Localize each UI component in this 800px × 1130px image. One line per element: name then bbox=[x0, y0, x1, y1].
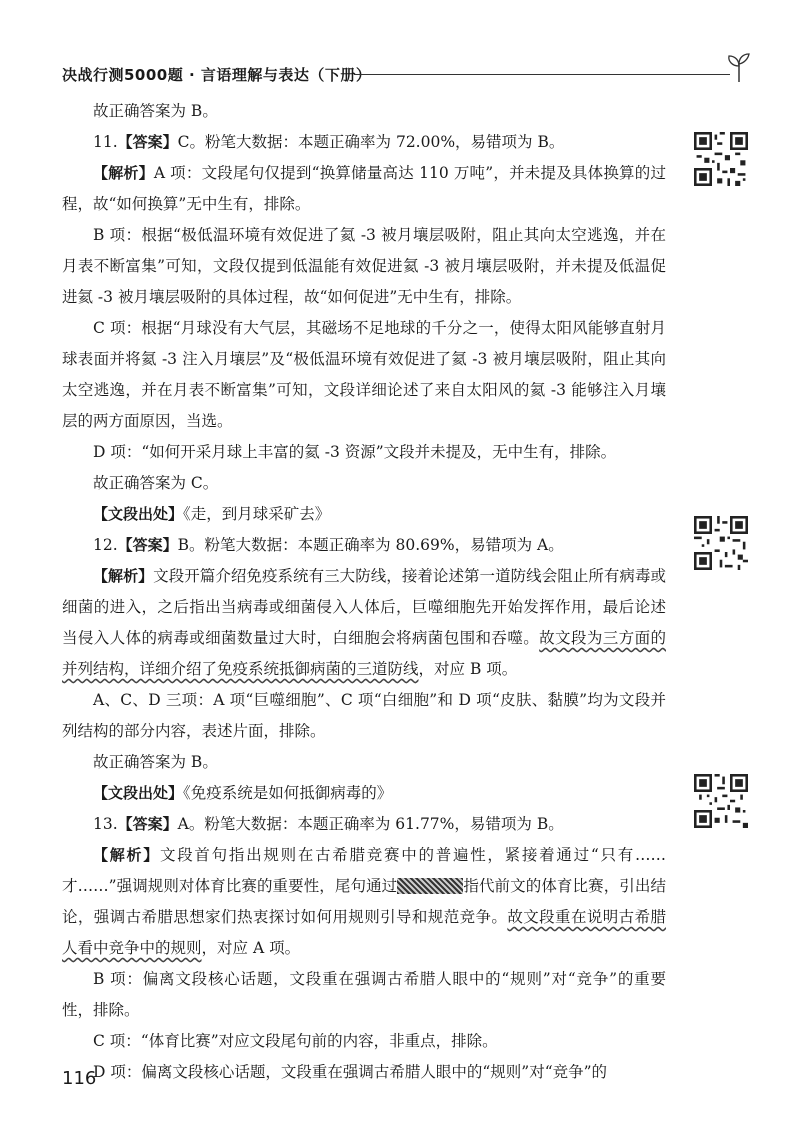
answer-text: B。粉笔大数据：本题正确率为 80.69%，易错项为 A。 bbox=[177, 536, 564, 554]
answer-text: C。粉笔大数据：本题正确率为 72.00%，易错项为 B。 bbox=[177, 133, 565, 151]
analysis-tag: 【解析】 bbox=[93, 846, 160, 864]
analysis-text-end: ，对应 A 项。 bbox=[201, 939, 301, 957]
q12-options-acd: A、C、D 三项：A 项“巨噬细胞”、C 项“白细胞”和 D 项“皮肤、黏膜”均为文段并列结构的部分内容，表述片面，排除。 bbox=[62, 691, 666, 740]
q12-source bbox=[62, 778, 666, 809]
source-tag: 【文段出处】 bbox=[93, 505, 184, 523]
answer-tag: 【答案】 bbox=[117, 815, 178, 833]
qr-code-icon[interactable] bbox=[694, 516, 748, 570]
q12-answer bbox=[62, 530, 666, 561]
q11-source bbox=[62, 499, 666, 530]
key-sentence-underlined: 故文段为三方面的并列结构，详细介绍了免疫系统抵御病菌的三道防线 bbox=[62, 629, 666, 678]
q11-final-answer: 故正确答案为 C。 bbox=[93, 474, 219, 492]
answer-line: 故正确答案为 B。 bbox=[93, 102, 218, 120]
q13-option-c: C 项：“体育比赛”对应文段尾句前的内容，非重点，排除。 bbox=[93, 1032, 498, 1050]
analysis-text: 文段首句指出规则在古希腊竞赛中的普遍性，紧接着通过“只有……才……”强调规则对体育比赛的重要性，尾句通过 bbox=[62, 846, 666, 895]
analysis-text: A 项：文段尾句仅提到“换算储量高达 110 万吨”，并未提及具体换算的过程，故“如何换算”无中生有，排除。 bbox=[62, 164, 666, 213]
source-title: 《走，到月球采矿去》 bbox=[183, 505, 331, 523]
q11-option-d: D 项：“如何开采月球上丰富的氦 -3 资源”文段并未提及，无中生有，排除。 bbox=[93, 443, 617, 461]
source-title: 《免疫系统是如何抵御病毒的》 bbox=[183, 784, 393, 802]
page-number: 116 bbox=[62, 1068, 97, 1089]
qr-code-icon[interactable] bbox=[694, 132, 748, 186]
analysis-text-end: ，对应 B 项。 bbox=[418, 660, 518, 678]
q13-option-b: B 项：偏离文段核心话题，文段重在强调古希腊人眼中的“规则”对“竞争”的重要性，排除。 bbox=[62, 970, 666, 1019]
q12-final-answer: 故正确答案为 B。 bbox=[93, 753, 218, 771]
q13-analysis bbox=[62, 840, 666, 964]
answer-tag: 【答案】 bbox=[117, 536, 178, 554]
page-body bbox=[62, 96, 666, 1088]
q11-option-c: C 项：根据“月球没有大气层，其磁场不足地球的千分之一，使得太阳风能够直射月球表面并将氦 -3 注入月壤层”及“极低温环境有效促进了氦 -3 被月壤层吸附，阻止其向太空逃逸，并在月表不断富集”可知，文段详细论述了来自太阳风的氦 -3 能够注入月壤层的两方面原因，当选。 bbox=[62, 319, 666, 430]
q11-analysis bbox=[62, 158, 666, 220]
analysis-tag: 【解析】 bbox=[93, 164, 154, 182]
q12-analysis bbox=[62, 561, 666, 685]
analysis-text-2: 指代前文的体育比赛，引出结论，强调古希腊思想家们热衷探讨如何用规则引导和规范竞争。 bbox=[62, 877, 666, 926]
question-number: 12. bbox=[93, 536, 118, 554]
analysis-text: 文段开篇介绍免疫系统有三大防线，接着论述第一道防线会阻止所有病毒或细菌的进入，之后指出当病毒或细菌侵入人体后，巨噬细胞先开始发挥作用，最后论述当侵入人体的病毒或细菌数量过大时，白细胞会将病菌包围和吞噬。 bbox=[62, 567, 666, 647]
running-header bbox=[62, 52, 752, 92]
book-title: 决战行测5000题 · 言语理解与表达（下册） bbox=[62, 66, 372, 84]
redacted-text bbox=[397, 878, 463, 894]
key-sentence-underlined: 故文段重在说明古希腊人看中竞争中的规则 bbox=[62, 908, 666, 957]
answer-text: A。粉笔大数据：本题正确率为 61.77%，易错项为 B。 bbox=[177, 815, 564, 833]
answer-tag: 【答案】 bbox=[117, 133, 178, 151]
question-number: 13. bbox=[93, 815, 118, 833]
q13-option-d: D 项：偏离文段核心话题，文段重在强调古希腊人眼中的“规则”对“竞争”的 bbox=[93, 1063, 608, 1081]
q11-option-b: B 项：根据“极低温环境有效促进了氦 -3 被月壤层吸附，阻止其向太空逃逸，并在月表不断富集”可知，文段仅提到低温能有效促进氦 -3 被月壤层吸附，并未提及低温促进氦 -3 被月壤层吸附的具体过程，故“如何促进”无中生有，排除。 bbox=[62, 226, 666, 306]
header-rule bbox=[354, 74, 730, 75]
question-number: 11. bbox=[93, 133, 118, 151]
source-tag: 【文段出处】 bbox=[93, 784, 184, 802]
q11-answer bbox=[62, 127, 666, 158]
qr-code-icon[interactable] bbox=[694, 774, 748, 828]
q13-answer bbox=[62, 809, 666, 840]
sprout-icon bbox=[726, 52, 752, 84]
analysis-tag: 【解析】 bbox=[93, 567, 154, 585]
